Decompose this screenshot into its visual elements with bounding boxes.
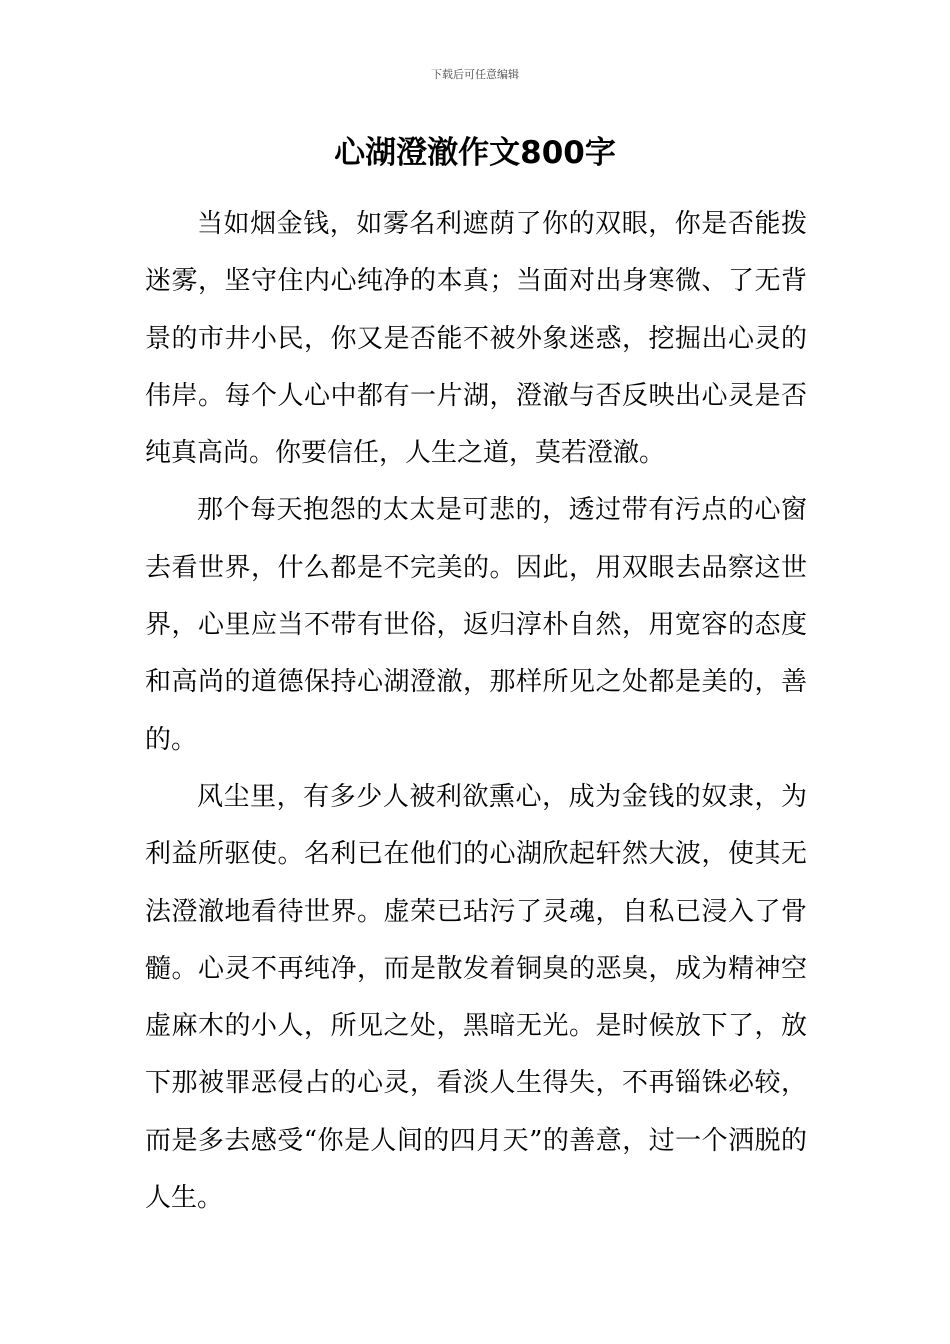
document-title: 心湖澄澈作文800字	[334, 135, 616, 171]
paragraph: 那个每天抱怨的太太是可悲的，透过带有污点的心窗去看世界，什么都是不完美的。因此，用双眼去品察这世界，心里应当不带有世俗，返归淳朴自然，用宽容的态度和高尚的道德保持心湖澄澈，那样所见之处都是美的，善的。	[145, 495, 807, 755]
document-body	[145, 196, 807, 1227]
paragraph: 风尘里，有多少人被利欲熏心，成为金钱的奴隶，为利益所驱使。名利已在他们的心湖欣起轩然大波，使其无法澄澈地看待世界。虚荣已玷污了灵魂，自私已浸入了骨髓。心灵不再纯净，而是散发着铜臭的恶臭，成为精神空虚麻木的小人，所见之处，黑暗无光。是时候放下了，放下那被罪恶侵占的心灵，看淡人生得失，不再锱铢必较，而是多去感受“你是人间的四月天”的善意，过一个洒脱的人生。	[145, 781, 807, 1214]
page-header-note: 下载后可任意编辑	[431, 68, 519, 81]
paragraph: 当如烟金钱，如雾名利遮荫了你的双眼，你是否能拨迷雾，坚守住内心纯净的本真；当面对出身寒微、了无背景的市井小民，你又是否能不被外象迷惑，挖掘出心灵的伟岸。每个人心中都有一片湖，澄澈与否反映出心灵是否纯真高尚。你要信任，人生之道，莫若澄澈。	[145, 209, 807, 469]
